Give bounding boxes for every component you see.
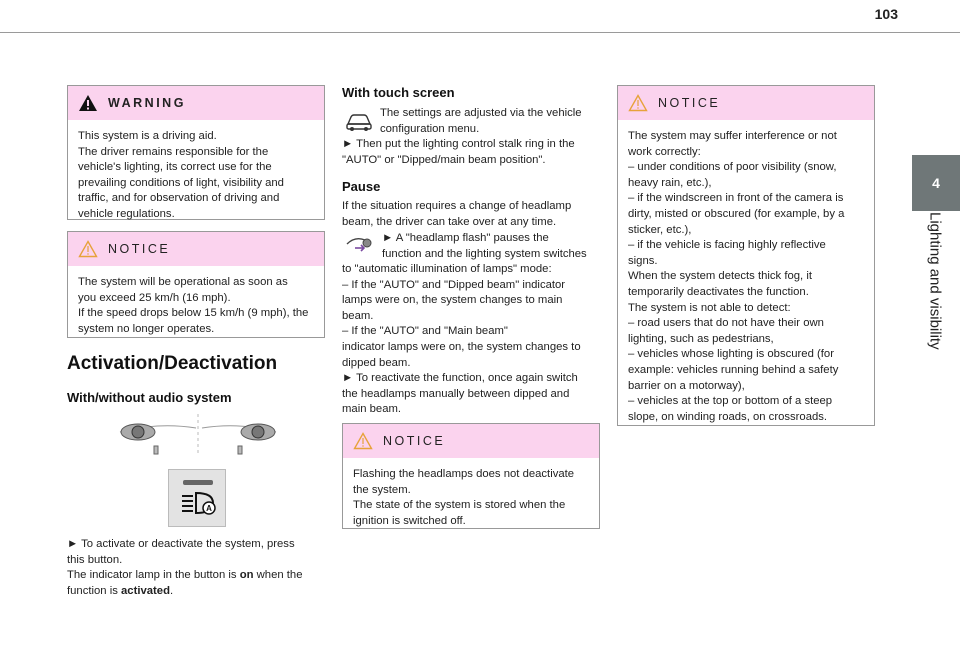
warning-triangle-icon — [78, 94, 98, 112]
touch-icon-text: The settings are adjusted via the vehicle configuration menu. — [380, 107, 582, 135]
car-settings-icon — [345, 110, 373, 132]
warning-line: traffic, and for observation of driving and — [78, 192, 280, 205]
notice-title: NOTICE — [383, 434, 446, 448]
notice-line: If the speed drops below 15 km/h (9 mph), the — [78, 307, 309, 320]
touch-instruction: ► Then put the lighting control stalk ring in the "AUTO" or "Dipped/main beam position". — [342, 138, 575, 166]
notice-line: The system will be operational as soon as — [78, 276, 288, 288]
warning-title: WARNING — [108, 96, 186, 110]
warning-line: The driver remains responsible for the — [78, 145, 269, 158]
notice-title: NOTICE — [108, 242, 171, 256]
notice-header — [68, 232, 324, 266]
touch-screen-heading: With touch screen — [342, 85, 455, 100]
warning-line: vehicle's lighting, its correct use for the — [78, 161, 272, 174]
stalk-right — [202, 424, 276, 454]
flash-text: ► A "headlamp flash" pauses the function and the lighting system switches — [382, 232, 587, 260]
headlamp-flash-icon — [345, 234, 375, 256]
notice-triangle-icon — [628, 94, 648, 112]
lamp-line-2: function is activated. — [67, 584, 174, 597]
svg-text:A: A — [206, 504, 212, 513]
lamp-line: The indicator lamp in the button is on when the — [67, 569, 303, 582]
auto-main-beam-icon — [169, 470, 227, 528]
auto-beam-button[interactable] — [168, 469, 226, 527]
warning-header — [68, 86, 324, 120]
notice-box-3: NOTICE The system may suffer interference or not work correctly: – under conditions of poor visibility (snow, heavy rain, etc.), – if the windscreen in front of the camera is dirty, misted or obscured (for example, by a sticker, etc.), – if the vehicle is facing highly reflective signs. When the system detects thick fog, it temporarily deactivates the function. The system is not able to detect: – road users that do not have their own lighting, such as pedestrians, – vehicles whose lighting is obscured (for example: vehicles running behind a safety barrier on a motorway), – vehicles at the top or bottom of a steep slope, on winding roads, on crossroads. — [617, 85, 875, 426]
pause-body: to "automatic illumination of lamps" mode: – If the "AUTO" and "Dipped beam" indicator lamps were on, the system changes to main beam. – If the "AUTO" and "Main beam" indicator lamps were on, the system changes to dipped beam. ► To reactivate the function, once again switch the headlamps manually between dipped and main beam. — [342, 263, 581, 416]
activation-instruction — [67, 537, 327, 599]
notice-line: system no longer operates. — [78, 322, 215, 335]
warning-line: vehicle regulations. — [78, 207, 175, 220]
warning-line: prevailing conditions of light, visibility and — [78, 176, 284, 189]
instr-line: this button. — [67, 553, 123, 566]
chapter-title: Lighting and visibility — [926, 212, 944, 350]
top-divider — [0, 32, 960, 33]
notice-box-1 — [67, 231, 325, 338]
warning-box — [67, 85, 325, 220]
notice-header — [343, 424, 599, 458]
notice-line: you exceed 25 km/h (16 mph). — [78, 291, 231, 304]
pause-intro: If the situation requires a change of headlamp beam, the driver can take over at any time. — [342, 200, 572, 228]
audio-subheading: With/without audio system — [67, 390, 232, 405]
pause-heading: Pause — [342, 179, 381, 194]
chapter-tab[interactable]: 4 — [912, 155, 960, 211]
steering-stalk-illustration — [118, 412, 278, 456]
notice-title: NOTICE — [658, 96, 721, 110]
notice-triangle-icon — [353, 432, 373, 450]
page-number: 103 — [874, 6, 898, 22]
notice-header — [618, 86, 874, 120]
notice-triangle-icon — [78, 240, 98, 258]
stalk-left — [120, 424, 196, 454]
section-heading: Activation/Deactivation — [67, 353, 278, 374]
warning-line: This system is a driving aid. — [78, 130, 217, 142]
notice-box-2: NOTICE Flashing the headlamps does not deactivate the system. The state of the system is stored when the ignition is switched off. — [342, 423, 600, 529]
instr-line: ► To activate or deactivate the system, press — [67, 538, 295, 550]
